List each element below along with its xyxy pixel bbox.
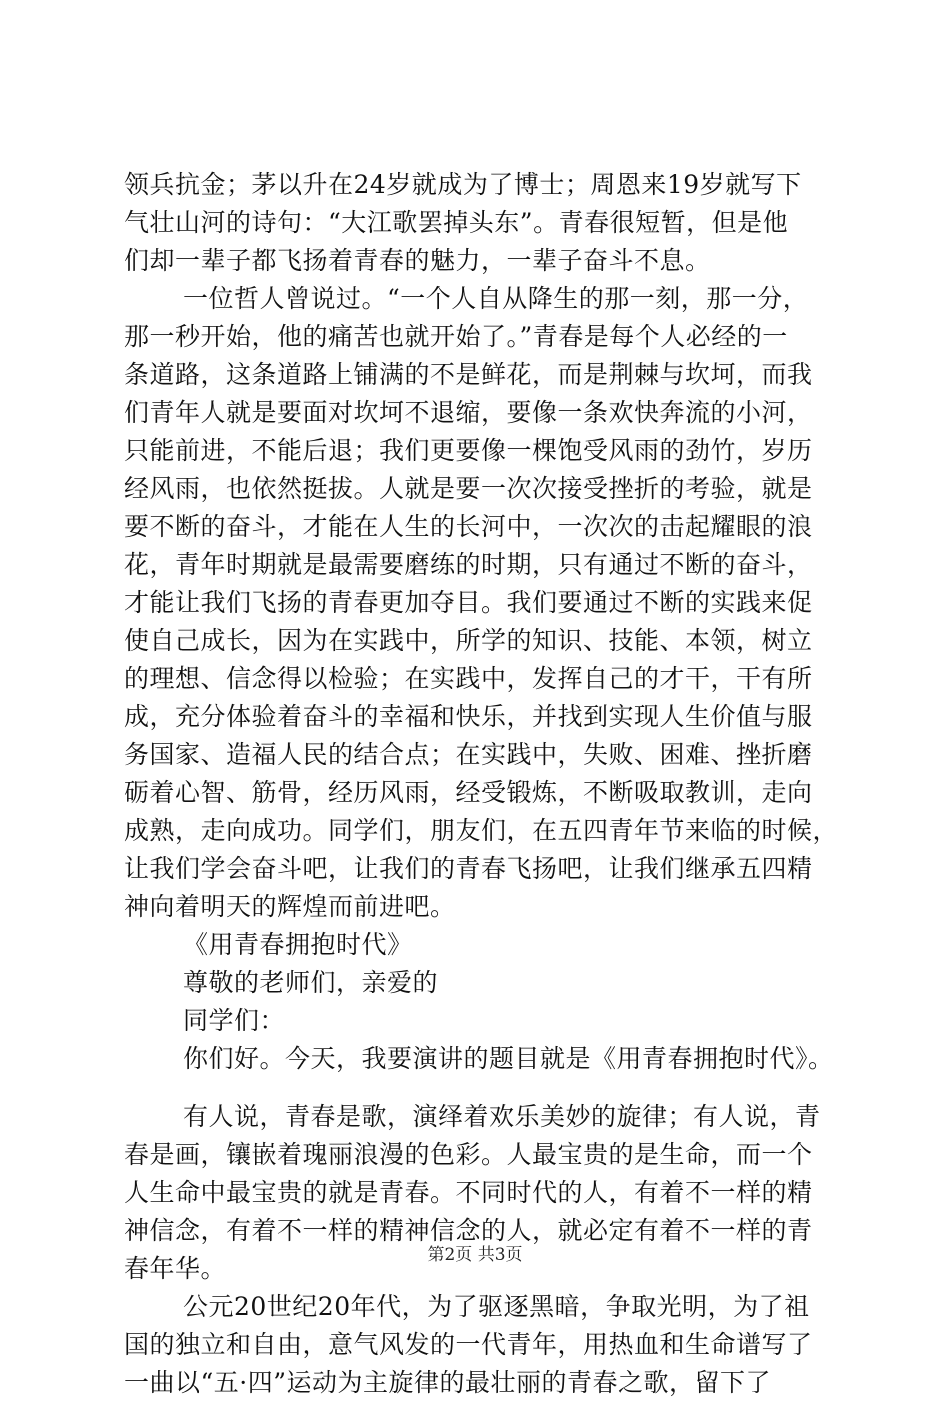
text-line: 领兵抗金；茅以升在24岁就成为了博士；周恩来19岁就写下: [124, 170, 802, 199]
text-line: 们青年人就是要面对坎坷不退缩，要像一条欢快奔流的小河，: [124, 398, 813, 427]
salutation-line: 同学们：: [183, 1006, 286, 1035]
paragraph-start-line: 公元20世纪20年代，为了驱逐黑暗，争取光明，为了祖: [183, 1292, 810, 1321]
text-line: 气壮山河的诗句：“大江歌罢掉头东”。青春很短暂，但是他: [124, 208, 789, 237]
page-number-footer: 第2页 共3页: [427, 1245, 523, 1265]
salutation-line: 尊敬的老师们，亲爱的: [183, 968, 439, 997]
text-line: 神向着明天的辉煌而前进吧。: [124, 892, 456, 921]
text-line: 务国家、造福人民的结合点；在实践中，失败、困难、挫折磨: [124, 740, 813, 769]
text-line: 人生命中最宝贵的就是青春。不同时代的人，有着不一样的精: [124, 1178, 813, 1207]
text-line: 的理想、信念得以检验；在实践中，发挥自己的才干，干有所: [124, 664, 813, 693]
speech-title: 《用青春拥抱时代》: [183, 930, 413, 959]
text-line: 神信念，有着不一样的精神信念的人，就必定有着不一样的青: [124, 1216, 813, 1245]
text-line: 要不断的奋斗，才能在人生的长河中，一次次的击起耀眼的浪: [124, 512, 813, 541]
text-line: 条道路，这条道路上铺满的不是鲜花，而是荆棘与坎坷，而我: [124, 360, 813, 389]
text-line: 才能让我们飞扬的青春更加夺目。我们要通过不断的实践来促: [124, 588, 813, 617]
text-line: 砺着心智、筋骨，经历风雨，经受锻炼，不断吸取教训，走向: [124, 778, 813, 807]
text-line: 只能前进，不能后退；我们更要像一棵饱受风雨的劲竹，岁历: [124, 436, 813, 465]
paragraph-start-line: 一位哲人曾说过。“一个人自从降生的那一刻，那一分，: [183, 284, 809, 313]
text-line: 成熟，走向成功。同学们，朋友们，在五四青年节来临的时候，: [124, 816, 839, 845]
text-line: 成，充分体验着奋斗的幸福和快乐，并找到实现人生价值与服: [124, 702, 813, 731]
paragraph-start-line: 有人说，青春是歌，演绎着欢乐美妙的旋律；有人说，青: [183, 1102, 821, 1131]
text-line: 春是画，镶嵌着瑰丽浪漫的色彩。人最宝贵的是生命，而一个: [124, 1140, 813, 1169]
text-line: 经风雨，也依然挺拔。人就是要一次次接受挫折的考验，就是: [124, 474, 813, 503]
text-line: 一曲以“五·四”运动为主旋律的最壮丽的青春之歌，留下了: [124, 1368, 772, 1397]
document-body: [124, 166, 844, 1402]
text-line: 国的独立和自由，意气风发的一代青年，用热血和生命谱写了: [124, 1330, 813, 1359]
text-line: 使自己成长，因为在实践中，所学的知识、技能、本领，树立: [124, 626, 813, 655]
text-line: 让我们学会奋斗吧，让我们的青春飞扬吧，让我们继承五四精: [124, 854, 813, 883]
text-line: 春年华。: [124, 1254, 227, 1283]
text-line: 花，青年时期就是最需要磨练的时期，只有通过不断的奋斗，: [124, 550, 813, 579]
text-line: 那一秒开始，他的痛苦也就开始了。”青春是每个人必经的一: [124, 322, 788, 351]
text-line: 们却一辈子都飞扬着青春的魅力，一辈子奋斗不息。: [124, 246, 711, 275]
paragraph-gap: [124, 1078, 844, 1098]
greeting-line: 你们好。今天，我要演讲的题目就是《用青春拥抱时代》。: [183, 1044, 834, 1073]
